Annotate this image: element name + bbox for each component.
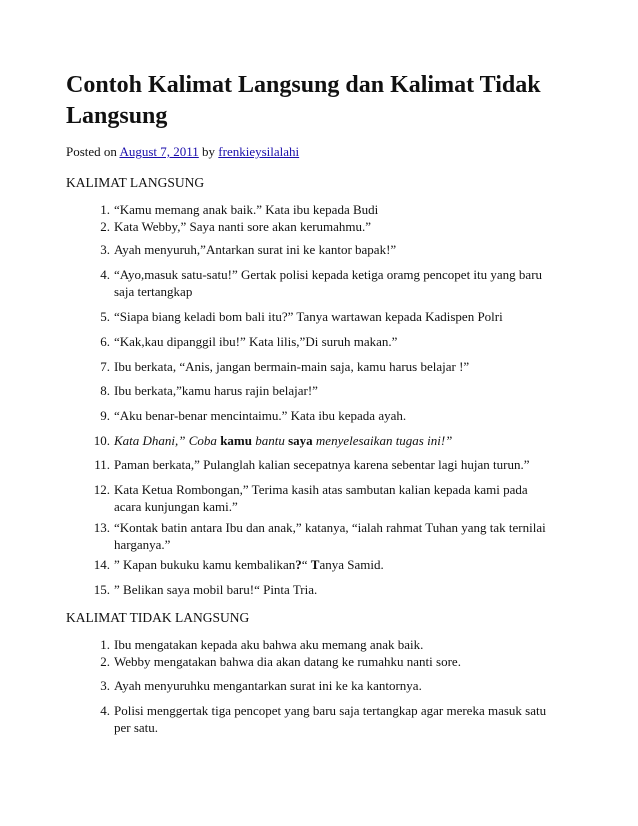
section-heading-direct: KALIMAT LANGSUNG <box>66 175 205 190</box>
list-item-mixed-text: ” Kapan bukuku kamu kembalikan?“ Tanya Samid. <box>114 557 384 572</box>
post-meta <box>66 143 299 161</box>
document-page: Contoh Kalimat Langsung dan Kalimat Tidak Langsung Posted on August 7, 2011 by frenkieysilalahi KALIMAT LANGSUNG 1. “Kamu memang anak baik.” Kata ibu kepada Budi 2. Kata Webby,” Saya nanti sore akan kerumahmu.” 3. Ayah menyuruh,”Antarkan surat ini ke kantor bapak!” 4. “Ayo,masuk satu-satu!” Gertak polisi kepada ketiga oramg pencopet itu yang baru saja tertangkap 5. “Siapa biang keladi bom bali itu?” Tanya wartawan kepada Kadispen Polri 6. “Kak,kau dipanggil ibu!” Kata lilis,”Di suruh makan.” 7. Ibu berkata, “Anis, jangan bermain-main saja, kamu harus belajar !” 8. Ibu berkata,”kamu harus rajin belajar!” 9. “Aku benar-benar mencintaimu.” Kata ibu kepada ayah. 10. Kata Dhani,” Coba kamu bantu saya menyelesaikan tugas ini!” 11. Paman berkata,” Pulanglah kalian secepatnya karena sebentar lagi hujan turun.” 12. Kata Ketua Rombongan,” Terima kasih atas sambutan kalian kepada kami pada acara kunjungan kami.” 13. “Kontak batin antara Ibu dan anak,” katanya, “ialah rahmat Tuhan yang tak ternilai harganya.” 14. ” Kapan bukuku kamu kembalikan?“ Tanya Samid. 15. ” Belikan saya mobil baru!“ Pinta Tria. KALIMAT TIDAK LANGSUNG 1. Ibu mengatakan kepada aku bahwa aku memang anak baik. 2. Webby mengatakan bahwa dia akan datang ke rumahku nanti sore. 3. Ayah menyuruhku mengantarkan surat ini ke ka kantornya. 4. Polisi menggertak tiga pencopet yang baru saja tertangkap agar mereka masuk satu per satu. <box>0 0 638 826</box>
post-date-link[interactable]: August 7, 2011 <box>119 144 199 159</box>
section-heading-indirect: KALIMAT TIDAK LANGSUNG <box>66 610 250 625</box>
posted-on-label: Posted on <box>66 144 117 159</box>
post-title: Contoh Kalimat Langsung dan Kalimat Tidak Langsung <box>66 72 541 129</box>
author-link[interactable]: frenkieysilalahi <box>218 144 300 159</box>
list-item-mixed-text: Kata Dhani,” Coba kamu bantu saya menyelesaikan tugas ini!” <box>114 433 453 448</box>
by-label: by <box>202 144 216 159</box>
